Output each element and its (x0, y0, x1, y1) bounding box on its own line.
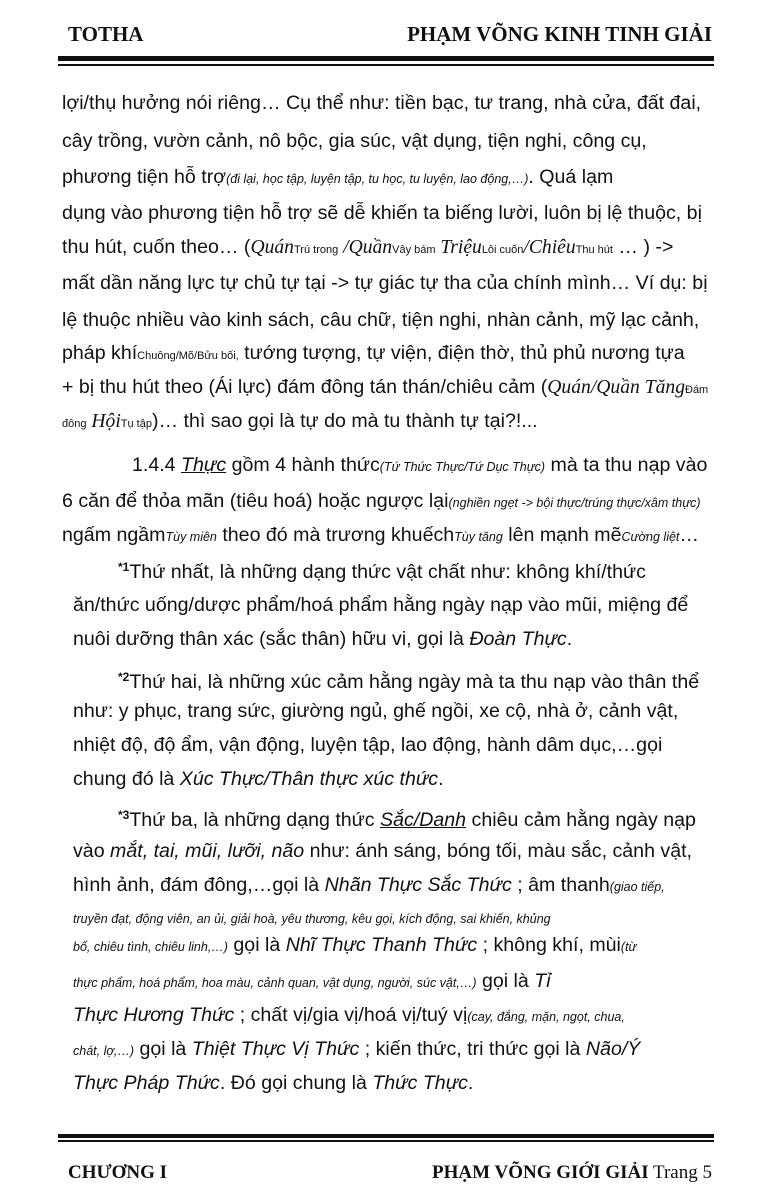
footer-chapter: CHƯƠNG I (68, 1162, 168, 1183)
text-line: pháp khíChuông/Mõ/Bửu bối, tướng tượng, tự viện, điện thờ, thủ phủ nương tựa (62, 342, 685, 364)
text-line: $^{*3}$Thứ ba, là những dạng thức Sắc/Danh chiêu cảm hằng ngày nạp (118, 808, 696, 831)
text-line: ăn/thức uống/dược phẩm/hoá phẩm hằng ngày nạp vào mũi, miệng để (73, 594, 689, 616)
text-line: ngấm ngầmTùy miên theo đó mà trương khuếchTùy tăng lên mạnh mẽCường liệt… (62, 524, 699, 546)
text-line: + bị thu hút theo (Ái lực) đám đông tán thán/chiêu cảm (Quán/Quần TăngĐám (62, 376, 709, 398)
text-line: phương tiện hỗ trợ(đi lại, học tập, luyện tập, tu học, tu luyện, lao động,…). Quá lạm (62, 166, 614, 188)
text-line: Thực Hương Thức ; chất vị/gia vị/hoá vị/tuý vị(cay, đắng, mặn, ngọt, chua, (73, 1004, 625, 1026)
text-line: như: y phục, trang sức, giường ngủ, ghế ngồi, xe cộ, nhà ở, cảnh vật, (73, 700, 679, 722)
footer-rule-thick (58, 1134, 714, 1138)
footer-book: PHẠM VÕNG GIỚI GIẢI (432, 1162, 649, 1183)
text-line: cây trồng, vườn cảnh, nô bộc, gia súc, vật dụng, tiện nghi, công cụ, (62, 130, 647, 152)
term-thuc: Thực (181, 454, 227, 476)
header-left: TOTHA (68, 22, 144, 46)
text-line: đông HộiTụ tập)… thì sao gọi là tự do mà tu thành tự tại?!... (62, 410, 538, 432)
text-line: nhiệt độ, độ ẩm, vận động, luyện tập, lao động, hành dâm dục,…gọi (73, 734, 663, 756)
footnote-mark: *3 (118, 808, 130, 822)
text-line: Thực Pháp Thức. Đó gọi chung là Thức Thực. (73, 1072, 474, 1094)
page-footer (68, 1162, 712, 1186)
footer-right (432, 1162, 712, 1184)
footnote-mark: *2 (118, 670, 130, 684)
text-line: truyền đạt, động viên, an ủi, giải hoà, yêu thương, kêu gọi, kích động, sai khiến, khủng (73, 912, 551, 926)
text-line: vào mắt, tai, mũi, lưỡi, não như: ánh sáng, bóng tối, màu sắc, cảnh vật, (73, 840, 693, 862)
header-rule-thin (58, 64, 714, 66)
text-line: 1.4.4 Thực gồm 4 hành thức(Tứ Thức Thực/Tứ Dục Thực) mà ta thu nạp vào (132, 454, 708, 476)
text-line: lệ thuộc nhiều vào kinh sách, câu chữ, tiện nghi, nhàn cảnh, mỹ lạc cảnh, (62, 309, 700, 331)
text-line: thực phẩm, hoá phẩm, hoa màu, cảnh quan, vật dụng, người, súc vật,…) gọi là Tỉ (73, 970, 551, 992)
text-line: nuôi dưỡng thân xác (sắc thân) hữu vi, gọi là Đoàn Thực. (73, 628, 573, 650)
text-line: hình ảnh, đám đông,…gọi là Nhãn Thực Sắc Thức ; âm thanh(giao tiếp, (73, 874, 665, 896)
text-line: $^{*2}$Thứ hai, là những xúc cảm hằng ngày mà ta thu nạp vào thân thể (118, 670, 700, 693)
text-line: bố, chiêu tình, chiêu linh,…) gọi là Nhĩ Thực Thanh Thức ; không khí, mùi(từ (73, 934, 637, 956)
text-line: lợi/thụ hưởng nói riêng… Cụ thể như: tiền bạc, tư trang, nhà cửa, đất đai, (62, 92, 702, 114)
footnote-mark: *1 (118, 560, 130, 574)
text-line: $^{*1}$Thứ nhất, là những dạng thức vật chất như: không khí/thức (118, 560, 646, 583)
text-line: chung đó là Xúc Thực/Thân thực xúc thức. (73, 768, 444, 790)
page-header (68, 22, 712, 52)
text-line: thu hút, cuốn theo… (QuánTrú trong /QuầnVây bám TriệuLôi cuốn/ChiêuThu hút … ) -> (62, 236, 674, 258)
header-title: PHẠM VÕNG KINH TINH GIẢI (407, 22, 712, 46)
text-line: dụng vào phương tiện hỗ trợ sẽ dễ khiến ta biếng lười, luôn bị lệ thuộc, bị (62, 202, 702, 224)
text-line: mất dần năng lực tự chủ tự tại -> tự giác tự tha của chính mình… Ví dụ: bị (62, 272, 708, 294)
text-line: 6 căn để thỏa mãn (tiêu hoá) hoặc ngược lại(nghiền ngẹt -> bội thực/trúng thực/xâm thực) (62, 490, 701, 512)
text-line: chát, lợ,…) gọi là Thiệt Thực Vị Thức ; kiến thức, tri thức gọi là Não/Ý (73, 1038, 641, 1060)
header-rule-thick (58, 56, 714, 61)
footer-rule-thin (58, 1140, 714, 1142)
page-number: Trang 5 (653, 1162, 712, 1183)
